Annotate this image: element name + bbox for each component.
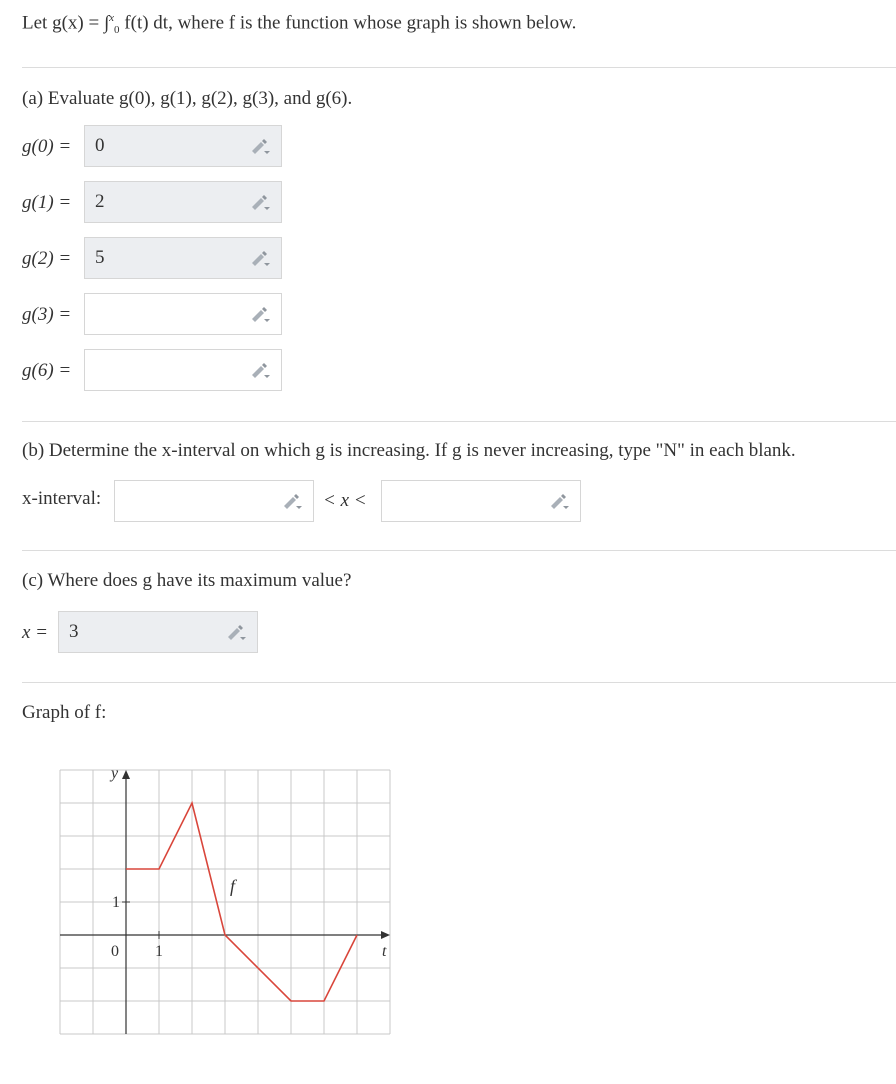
part-c-heading: (c) Where does g have its maximum value? [22, 570, 352, 591]
g3-input[interactable] [84, 293, 282, 335]
pencil-icon[interactable] [249, 251, 271, 267]
g2-input[interactable] [84, 237, 282, 279]
interval-right-input[interactable] [381, 480, 581, 522]
g0-value: 0 [95, 135, 105, 156]
divider [22, 421, 896, 422]
pencil-icon[interactable] [249, 139, 271, 155]
y-axis-arrow-icon [122, 770, 130, 779]
max-x-input[interactable] [58, 611, 258, 653]
g0-label: g(0) = [22, 136, 72, 157]
x-equals-label: x = [22, 622, 49, 643]
divider [22, 67, 896, 68]
y-axis-label: y [111, 765, 119, 782]
g0-input[interactable] [84, 125, 282, 167]
part-b-heading: (b) Determine the x-interval on which g is increasing. If g is never increasing, type "N" in each blank. [22, 440, 796, 461]
intro-prefix: Let g(x) = ∫ [22, 12, 110, 34]
part-a-heading: (a) Evaluate g(0), g(1), g(2), g(3), and g(6). [22, 88, 353, 109]
x-interval-label: x-interval: [22, 488, 102, 509]
divider [22, 682, 896, 683]
pencil-icon[interactable] [249, 363, 271, 379]
max-x-value: 3 [69, 621, 79, 642]
pencil-icon[interactable] [225, 625, 247, 641]
grid-lines [60, 770, 390, 1034]
g6-input[interactable] [84, 349, 282, 391]
pencil-icon[interactable] [249, 195, 271, 211]
graph-caption: Graph of f: [22, 702, 107, 723]
origin-label: 0 [111, 943, 119, 960]
graph-of-f [40, 760, 420, 1060]
pencil-icon[interactable] [548, 494, 570, 510]
graph-svg [40, 760, 420, 1060]
pencil-icon[interactable] [249, 307, 271, 323]
interval-left-input[interactable] [114, 480, 314, 522]
t-axis-label: t [382, 943, 387, 960]
g3-label: g(3) = [22, 304, 72, 325]
interval-middle-text: < x < [323, 490, 367, 511]
divider [22, 550, 896, 551]
curve-label-f: f [230, 876, 236, 896]
g6-label: g(6) = [22, 360, 72, 381]
pencil-icon[interactable] [281, 494, 303, 510]
intro-suffix: f(t) dt, where f is the function whose graph is shown below. [119, 12, 577, 34]
g1-value: 2 [95, 191, 105, 212]
g1-label: g(1) = [22, 192, 72, 213]
problem-statement [22, 12, 576, 36]
g1-input[interactable] [84, 181, 282, 223]
x-tick-1: 1 [155, 943, 163, 960]
integral-upper: x [109, 12, 115, 24]
g2-value: 5 [95, 247, 105, 268]
t-axis-arrow-icon [381, 931, 390, 939]
y-tick-1: 1 [112, 894, 120, 911]
g2-label: g(2) = [22, 248, 72, 269]
integral-lower: 0 [114, 24, 120, 37]
